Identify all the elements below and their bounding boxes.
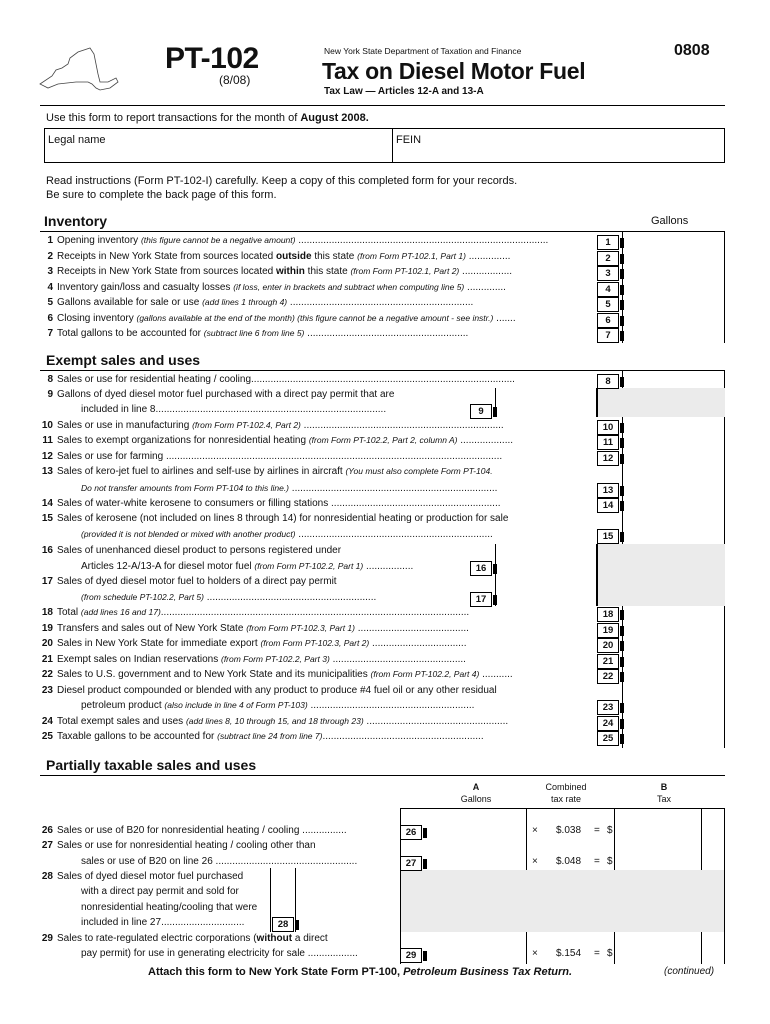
line-4: 4 Inventory gain/loss and casualty losses (if loss, enter in brackets and subtract when computing line 5) ..............: [47, 281, 506, 293]
line-28-cont-1: with a direct pay permit and sold for: [81, 886, 239, 897]
department-name: New York State Department of Taxation and Finance: [324, 46, 522, 56]
line-28-cont-3: included in line 27..............................: [81, 917, 245, 928]
line-18-box-number: 18: [597, 607, 619, 622]
line-16: 16 Sales of unenhanced diesel product to persons registered under: [41, 545, 342, 556]
column-b-header: B Tax: [656, 782, 671, 804]
line-24-marker: [620, 719, 624, 729]
line-23-box-number: 23: [597, 700, 619, 715]
line-23-amount-field[interactable]: [625, 700, 721, 715]
line-5-amount-field[interactable]: [625, 297, 721, 312]
line-25-box-number: 25: [597, 731, 619, 746]
legal-name-label: Legal name: [48, 134, 106, 146]
line-21-amount-field[interactable]: [625, 654, 721, 669]
line-18-amount-field[interactable]: [625, 607, 721, 622]
continued-note: (continued): [664, 966, 715, 977]
dollar-sign-29: $: [607, 948, 613, 959]
line-22: 22 Sales to U.S. government and to New York State and its municipalities (from Form PT-102.2, Part 4) ...........: [41, 669, 513, 680]
line-23-marker: [620, 703, 624, 713]
line-18-marker: [620, 610, 624, 620]
line-29-box-number: 29: [400, 948, 422, 963]
line-3-marker: [620, 269, 624, 279]
dollar-sign-26: $: [607, 825, 613, 836]
line-19-marker: [620, 626, 624, 636]
partial-col-rule: [400, 808, 725, 809]
line-29-amount-field[interactable]: [428, 948, 524, 963]
legal-name-field[interactable]: [45, 146, 391, 162]
line-19-amount-field[interactable]: [625, 623, 721, 638]
reporting-period: Use this form to report transactions for the month of August 2008.: [46, 112, 369, 124]
line-21-marker: [620, 657, 624, 667]
partial-vline-e: [724, 808, 725, 964]
line-9-marker: [493, 407, 497, 417]
equals-sign-29: =: [594, 948, 600, 959]
line-22-marker: [620, 672, 624, 682]
line-7-amount-field[interactable]: [625, 328, 721, 343]
line-14-box-number: 14: [597, 498, 619, 513]
line-6-marker: [620, 316, 624, 326]
line-5: 5 Gallons available for sale or use (add lines 1 through 4) ..................................................................: [47, 297, 474, 308]
line-1: 1 Opening inventory (this figure cannot be a negative amount) ..........................................................................................: [47, 235, 549, 246]
form-title: Tax on Diesel Motor Fuel: [322, 58, 586, 84]
line-20-amount-field[interactable]: [625, 638, 721, 653]
line-4-box-number: 4: [597, 282, 619, 297]
line-13-continued: Do not transfer amounts from Form PT-104 to this line.) ..........................................................................: [81, 483, 498, 494]
line-22-amount-field[interactable]: [625, 669, 721, 684]
line-25: 25 Taxable gallons to be accounted for (subtract line 24 from line 7)..........................................................: [41, 731, 484, 742]
attach-instruction: Attach this form to New York State Form PT-100, Petroleum Business Tax Return.: [148, 966, 573, 978]
header-divider: [40, 105, 725, 106]
line-15-box-number: 15: [597, 529, 619, 544]
line-13-box-number: 13: [597, 483, 619, 498]
line-28: 28 Sales of dyed diesel motor fuel purchased: [41, 871, 244, 882]
line-8-amount-field[interactable]: [625, 374, 721, 389]
line-20: 20 Sales in New York State for immediate export (from Form PT-102.3, Part 2) ..................................: [41, 638, 467, 649]
line-17-amount-field[interactable]: [498, 592, 594, 607]
equals-sign-26: =: [594, 825, 600, 836]
line-15: 15 Sales of kerosene (not included on lines 8 through 14) for nonresidential heating or production for sale: [41, 513, 509, 524]
line-18: 18 Total (add lines 16 and 17)...............................................................................................................: [41, 607, 470, 618]
line-21: 21 Exempt sales on Indian reservations (from Form PT-102.2, Part 3) ................................................: [41, 654, 466, 665]
line-10: 10 Sales or use in manufacturing (from Form PT-102.4, Part 2) ........................................................................: [41, 420, 504, 431]
line-27-amount-field[interactable]: [428, 856, 524, 871]
tax-rate-header: Combined tax rate: [545, 782, 587, 804]
line-28-cont-2: nonresidential heating/cooling that were: [81, 902, 258, 913]
line-23-continued: petroleum product (also include in line 4 of Form PT-103) ...........................................................: [81, 700, 475, 711]
line-10-box-number: 10: [597, 420, 619, 435]
line-4-amount-field[interactable]: [625, 282, 721, 297]
form-number: PT-102: [165, 42, 259, 75]
line-5-marker: [620, 300, 624, 310]
line-11: 11 Sales to exempt organizations for nonresidential heating (from Form PT-102.2, Part 2, column A) ...................: [42, 435, 514, 446]
line-23: 23 Diesel product compounded or blended with any product to produce #4 fuel oil or any other residual: [41, 685, 497, 696]
column-a-header: A Gallons: [460, 782, 492, 804]
line-22-box-number: 22: [597, 669, 619, 684]
line-8-box-number: 8: [597, 374, 619, 389]
line-19-box-number: 19: [597, 623, 619, 638]
line-17-box-number: 17: [470, 592, 492, 607]
line-2-amount-field[interactable]: [625, 251, 721, 266]
line-9: 9 Gallons of dyed diesel motor fuel purchased with a direct pay permit that are: [47, 389, 395, 400]
tax-rate-27: $.048: [556, 856, 582, 867]
instructions: Read instructions (Form PT-102-I) carefully. Keep a copy of this completed form for your records. Be sure to complete the back page of this form.: [46, 175, 518, 201]
line-16-amount-field[interactable]: [498, 561, 594, 576]
times-sign-26: ×: [532, 825, 538, 836]
line-27-marker: [423, 859, 427, 869]
times-sign-29: ×: [532, 948, 538, 959]
line-2-marker: [620, 254, 624, 264]
times-sign-27: ×: [532, 856, 538, 867]
new-york-state-outline-icon: [38, 44, 120, 94]
shaded-area-line28: [401, 870, 724, 932]
shaded-area-lines16-17: [597, 544, 725, 606]
line-24-amount-field[interactable]: [625, 716, 721, 731]
tax-law-reference: Tax Law — Articles 12-A and 13-A: [324, 86, 484, 97]
line-9-amount-field[interactable]: [498, 404, 594, 419]
line-19: 19 Transfers and sales out of New York State (from Form PT-102.3, Part 1) ........................................: [41, 623, 469, 634]
fein-label: FEIN: [396, 134, 422, 146]
line-7-marker: [620, 331, 624, 341]
line-3: 3 Receipts in New York State from sources located within this state (from Form PT-102.1, Part 2) ..................: [47, 266, 513, 277]
line-8: 8 Sales or use for residential heating / cooling...............................................................................................: [47, 374, 515, 385]
line-1-box-number: 1: [597, 235, 619, 250]
line-7-box-number: 7: [597, 328, 619, 343]
gallons-column-header: Gallons: [651, 215, 689, 227]
line-17-marker: [493, 595, 497, 605]
line-8-marker: [620, 377, 624, 387]
line-12-amount-field[interactable]: [625, 451, 721, 466]
line-2-box-number: 2: [597, 251, 619, 266]
fein-field[interactable]: [394, 146, 724, 162]
tax-rate-26: $.038: [556, 825, 582, 836]
line-10-marker: [620, 423, 624, 433]
line-14-amount-field[interactable]: [625, 498, 721, 513]
tax-amount-field-29[interactable]: [616, 948, 700, 962]
reporting-month: August 2008.: [300, 112, 369, 124]
line-15-marker: [620, 532, 624, 542]
line-12-marker: [620, 454, 624, 464]
line-14-marker: [620, 501, 624, 511]
line-26-box-number: 26: [400, 825, 422, 840]
line-11-amount-field[interactable]: [625, 435, 721, 450]
line-15-amount-field[interactable]: [625, 529, 721, 544]
line-13-marker: [620, 486, 624, 496]
line-26-amount-field[interactable]: [428, 825, 524, 840]
line-12-box-number: 12: [597, 451, 619, 466]
line-25-amount-field[interactable]: [625, 731, 721, 746]
tax-rate-29: $.154: [556, 948, 582, 959]
line-3-amount-field[interactable]: [625, 266, 721, 281]
line-29: 29 Sales to rate-regulated electric corporations (without a direct: [41, 933, 328, 944]
line-6-amount-field[interactable]: [625, 313, 721, 328]
line-24: 24 Total exempt sales and uses (add lines 8, 10 through 15, and 18 through 23) ...................................................: [41, 716, 509, 727]
line-12: 12 Sales or use for farming .........................................................................................................................: [41, 451, 503, 462]
line-14: 14 Sales of water-white kerosene to consumers or filling stations .............................................................: [41, 498, 501, 509]
dollar-sign-27: $: [607, 856, 613, 867]
line-6-box-number: 6: [597, 313, 619, 328]
line-6: 6 Closing inventory (gallons available at the end of the month) (this figure cannot be a negative amount - see instr.) .......: [47, 312, 516, 324]
line-11-marker: [620, 438, 624, 448]
shaded-area-line9: [597, 388, 725, 417]
form-code: 0808: [674, 42, 710, 59]
line-26: 26 Sales or use of B20 for nonresidential heating / cooling ................: [41, 825, 347, 836]
line-1-amount-field[interactable]: [625, 235, 721, 250]
line-27-continued: sales or use of B20 on line 26 ...................................................: [81, 856, 358, 867]
tax-amount-field-27[interactable]: [616, 856, 700, 870]
form-revision: (8/08): [219, 73, 251, 87]
line-17-continued: (from schedule PT-102.2, Part 5) .............................................................: [81, 592, 377, 603]
line-28-marker: [295, 920, 299, 930]
line-27-box-number: 27: [400, 856, 422, 871]
fein-divider: [392, 128, 393, 163]
line-17: 17 Sales of dyed diesel motor fuel to holders of a direct pay permit: [41, 576, 337, 587]
line-16-marker: [493, 564, 497, 574]
line-13: 13 Sales of kero-jet fuel to airlines and self-use by airlines in aircraft (You must also complete Form PT-104.: [41, 466, 493, 477]
line-16-box-number: 16: [470, 561, 492, 576]
line-26-marker: [423, 828, 427, 838]
line-9-box-number: 9: [470, 404, 492, 419]
equals-sign-27: =: [594, 856, 600, 867]
line-9-continued: included in line 8...................................................................................: [81, 404, 387, 415]
line-11-box-number: 11: [597, 435, 619, 450]
line-28-amount-field[interactable]: [300, 917, 396, 932]
line-29-continued: pay permit) for use in generating electricity for sale ..................: [81, 948, 358, 959]
line-10-amount-field[interactable]: [625, 420, 721, 435]
line-15-continued: (provided it is not blended or mixed with another product) ......................................................................: [81, 529, 493, 540]
line-16-continued: Articles 12-A/13-A for diesel motor fuel (from Form PT-102.2, Part 1) .................: [81, 561, 414, 572]
line-13-amount-field[interactable]: [625, 483, 721, 498]
line-28-box-number: 28: [272, 917, 294, 932]
line-24-box-number: 24: [597, 716, 619, 731]
line-20-marker: [620, 641, 624, 651]
line-2: 2 Receipts in New York State from sources located outside this state (from Form PT-102.1, Part 1) ...............: [47, 250, 511, 262]
line-4-marker: [620, 285, 624, 295]
line-21-box-number: 21: [597, 654, 619, 669]
partial-heading: Partially taxable sales and uses: [46, 757, 257, 773]
tax-amount-field-26[interactable]: [616, 825, 700, 839]
line-20-box-number: 20: [597, 638, 619, 653]
line-27: 27 Sales or use for nonresidential heating / cooling other than: [41, 840, 316, 851]
exempt-heading: Exempt sales and uses: [46, 352, 201, 368]
line-3-box-number: 3: [597, 266, 619, 281]
line-5-box-number: 5: [597, 297, 619, 312]
inventory-heading: Inventory: [44, 213, 108, 229]
partial-rule: [40, 775, 725, 776]
line-7: 7 Total gallons to be accounted for (subtract line 6 from line 5) ..........................................................: [47, 328, 469, 339]
line-1-marker: [620, 238, 624, 248]
line-29-marker: [423, 951, 427, 961]
line-25-marker: [620, 734, 624, 744]
